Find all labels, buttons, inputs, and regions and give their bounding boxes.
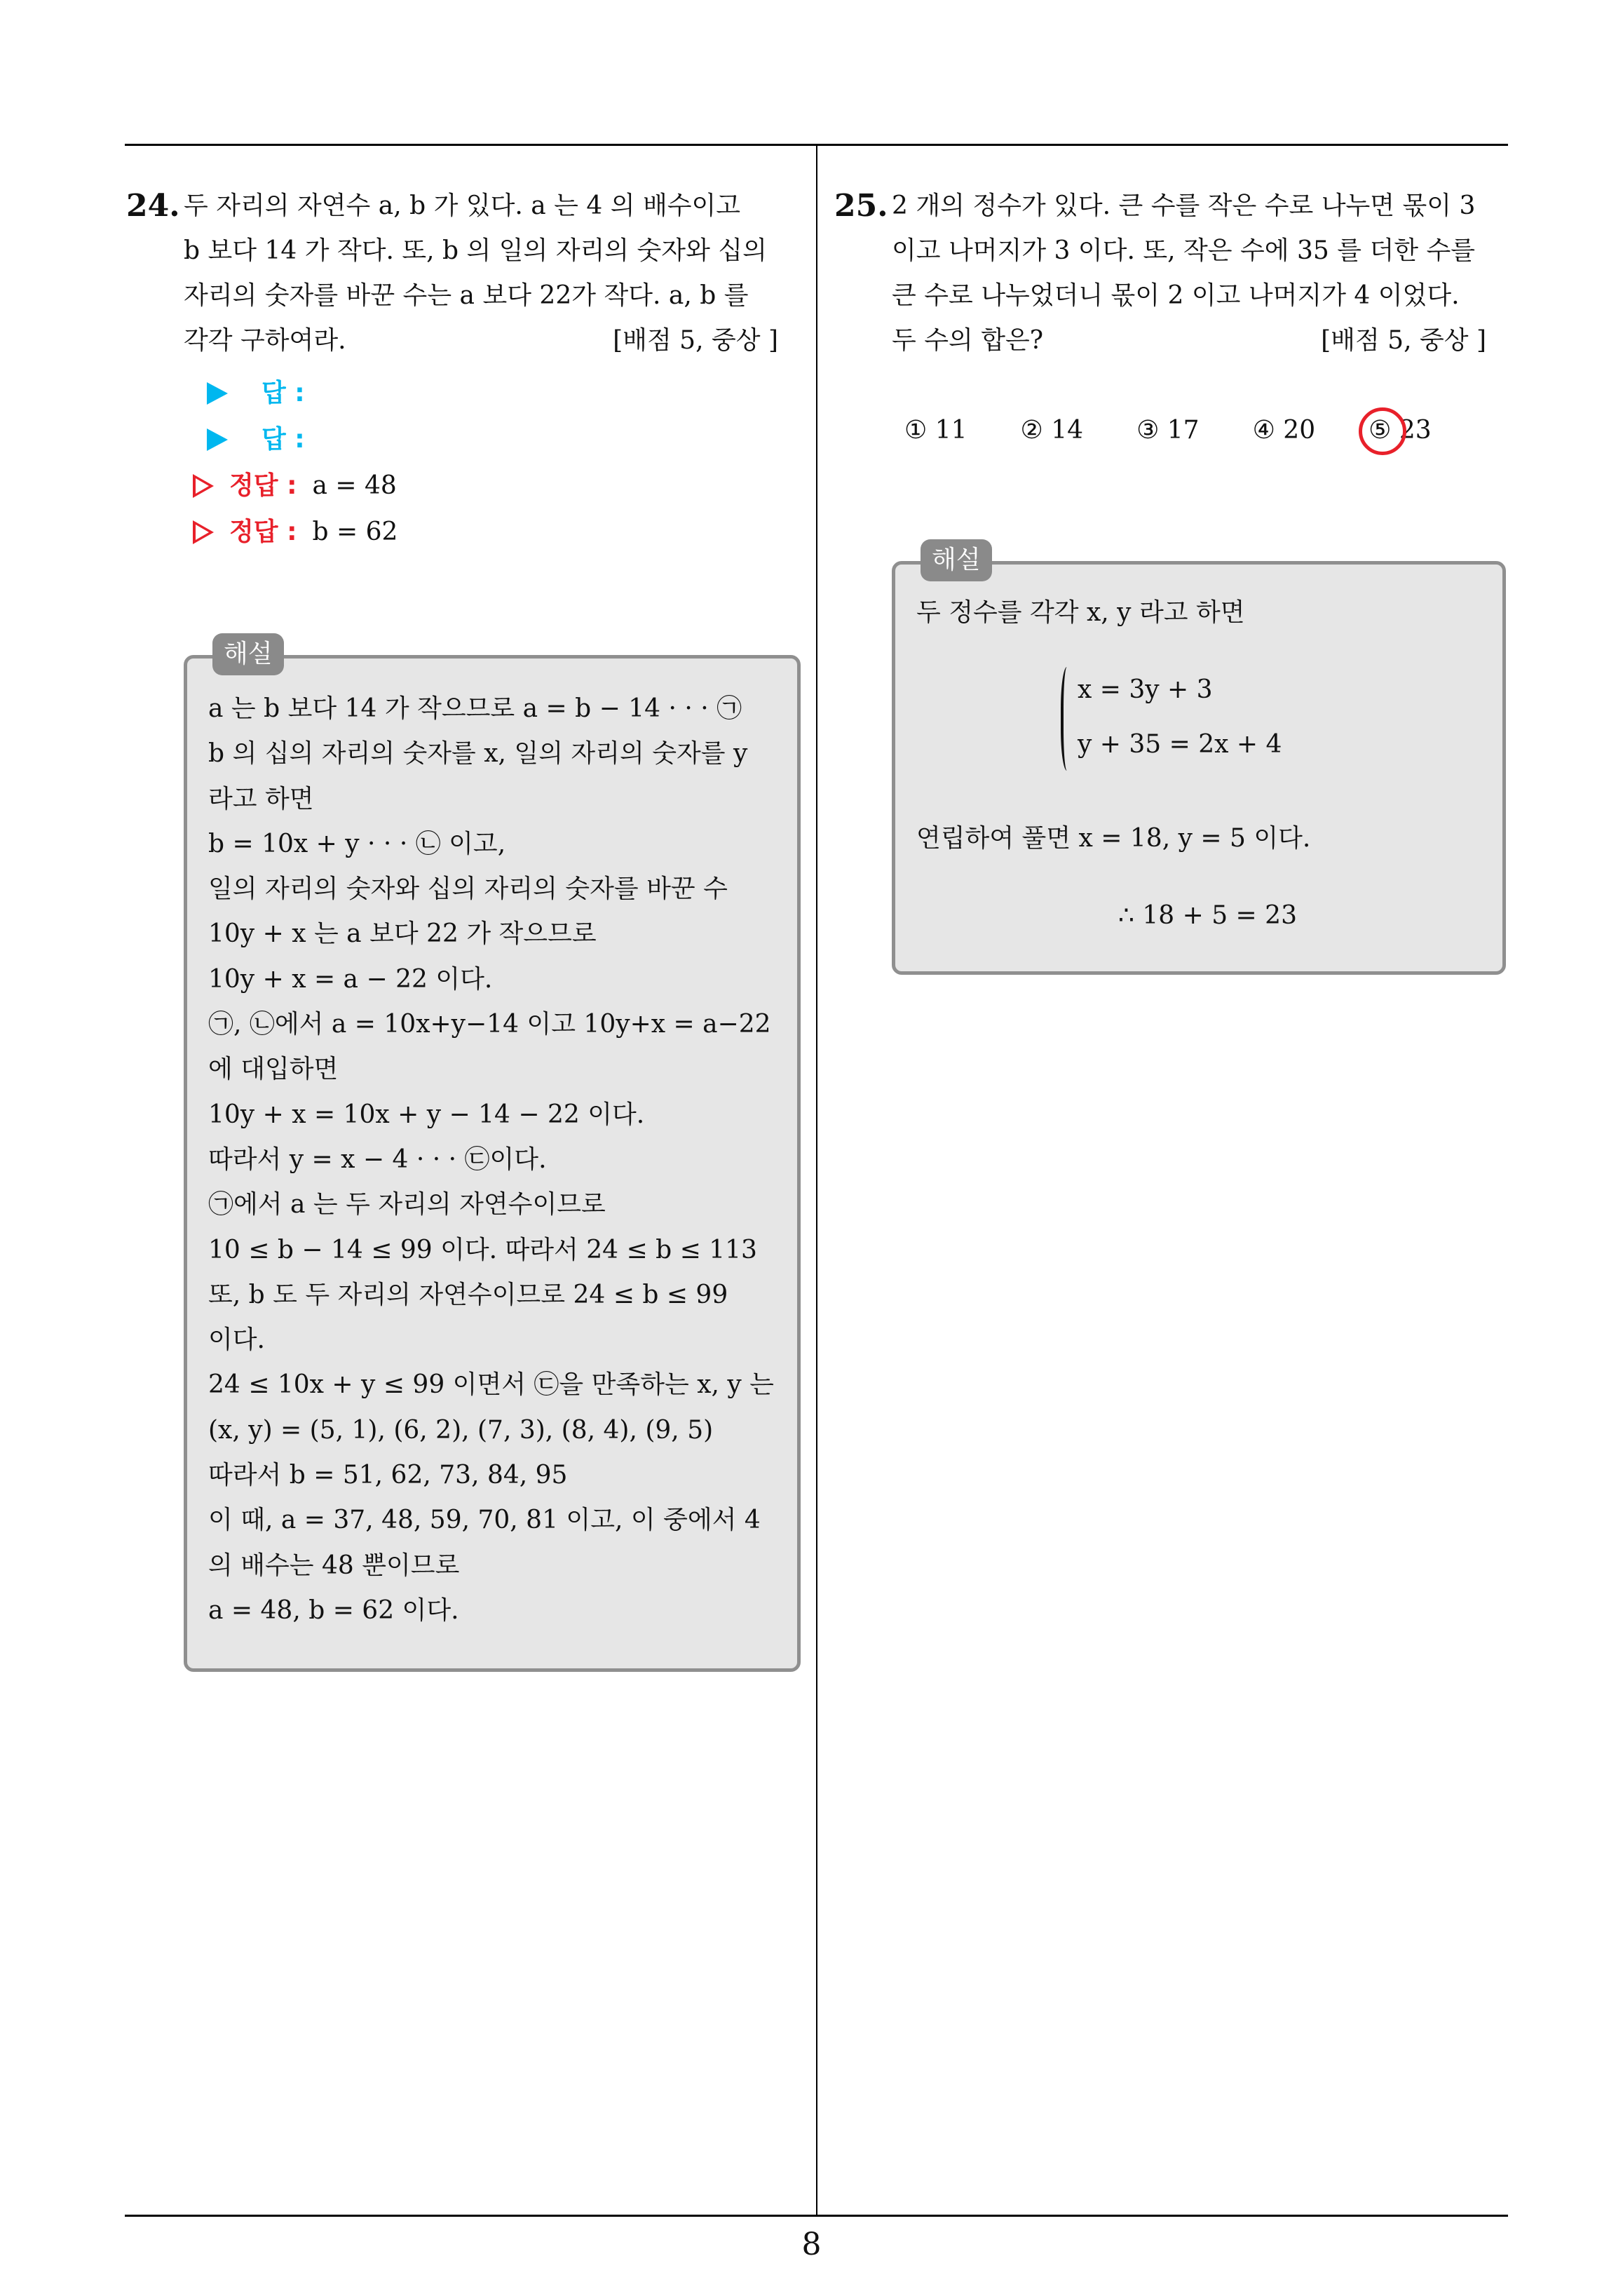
solution-line: 24 ≤ 10x + y ≤ 99 이면서 ㉢을 만족하는 x, y 는: [208, 1370, 774, 1400]
solution-final: ∴ 18 + 5 = 23: [1118, 901, 1297, 930]
question-line: 큰 수로 나누었더니 몫이 2 이고 나머지가 4 이었다.: [892, 281, 1460, 310]
solution-line: a 는 b 보다 14 가 작으므로 a = b − 14 · · · ㉠: [208, 694, 742, 723]
page-number: 8: [801, 2227, 822, 2262]
score-label: [배점 5, 중상 ]: [1321, 326, 1486, 355]
question-line: [892, 318, 1486, 363]
question-text: [184, 184, 778, 363]
question-text: [892, 184, 1486, 363]
correct-answer-value: a = 48: [312, 471, 397, 500]
outline-triangle-icon: [193, 520, 214, 544]
choice-list: [904, 416, 1485, 445]
solution-line: a = 48, b = 62 이다.: [208, 1595, 459, 1625]
play-icon: [207, 382, 228, 405]
solution-line: 이다.: [208, 1325, 265, 1355]
answer-list: [193, 370, 806, 555]
correct-answer-row: [193, 463, 806, 509]
choice-2[interactable]: ② 14: [1020, 416, 1084, 445]
solution-line: 10y + x = 10x + y − 14 − 22 이다.: [208, 1100, 645, 1129]
correct-answer-value: b = 62: [312, 518, 398, 546]
solution-intro: 두 정수를 각각 x, y 라고 하면: [916, 598, 1245, 627]
choice-5[interactable]: [1369, 416, 1432, 445]
question-25: [834, 184, 1514, 363]
solution-line: 의 배수는 48 뿐이므로: [208, 1551, 460, 1580]
question-line: 두 자리의 자연수 a, b 가 있다. a 는 4 의 배수이고: [184, 191, 741, 220]
question-last-line: 각각 구하여라.: [184, 326, 346, 355]
correct-label: 정답 :: [229, 518, 297, 546]
answer-label: 답 :: [262, 425, 305, 454]
score-label: [배점 5, 중상 ]: [613, 326, 778, 355]
solution-lines: [208, 687, 773, 1633]
left-brace-icon: [1061, 667, 1076, 771]
equation-1: x = 3y + 3: [1078, 675, 1213, 704]
choice-1[interactable]: ① 11: [904, 416, 967, 445]
question-number: 25.: [834, 188, 888, 224]
bottom-rule: [125, 2215, 1508, 2217]
question-line: b 보다 14 가 작다. 또, b 의 일의 자리의 숫자와 십의: [184, 236, 767, 265]
solution-tag: 해설: [921, 539, 992, 581]
choice-3[interactable]: ③ 17: [1136, 416, 1200, 445]
solution-line: 따라서 y = x − 4 · · · ㉢이다.: [208, 1144, 547, 1174]
equation-2: y + 35 = 2x + 4: [1078, 730, 1282, 759]
selected-circle-icon: [1359, 407, 1406, 455]
question-line: 이고 나머지가 3 이다. 또, 작은 수에 35 를 더한 수를: [892, 236, 1476, 265]
question-24: [126, 184, 806, 555]
answer-row: [193, 417, 806, 463]
solution-line: 10 ≤ b − 14 ≤ 99 이다. 따라서 24 ≤ b ≤ 113: [208, 1235, 757, 1264]
question-number: 24.: [126, 188, 180, 224]
solution-line: 10y + x 는 a 보다 22 가 작으므로: [208, 919, 597, 949]
solution-line: ㉠, ㉡에서 a = 10x+y−14 이고 10y+x = a−22: [208, 1010, 771, 1039]
solution-line: 라고 하면: [208, 784, 314, 813]
answer-label: 답 :: [262, 379, 305, 407]
question-line: 자리의 숫자를 바꾼 수는 a 보다 22가 작다. a, b 를: [184, 281, 749, 310]
question-last-line: 두 수의 합은?: [892, 326, 1044, 355]
solution-line: 에 대입하면: [208, 1055, 339, 1084]
solution-line: 일의 자리의 숫자와 십의 자리의 숫자를 바꾼 수: [208, 874, 728, 904]
solution-line: b 의 십의 자리의 숫자를 x, 일의 자리의 숫자를 y: [208, 739, 748, 769]
outline-triangle-icon: [193, 474, 214, 498]
solution-line: 따라서 b = 51, 62, 73, 84, 95: [208, 1461, 568, 1490]
play-icon: [207, 428, 228, 451]
solution-tag: 해설: [212, 633, 284, 675]
solution-line: (x, y) = (5, 1), (6, 2), (7, 3), (8, 4), (9, 5): [208, 1415, 714, 1445]
solution-line: 10y + x = a − 22 이다.: [208, 964, 493, 994]
correct-label: 정답 :: [229, 471, 297, 500]
solution-line: 또, b 도 두 자리의 자연수이므로 24 ≤ b ≤ 99: [208, 1280, 728, 1309]
equation-system: [1078, 663, 1282, 772]
question-line: [184, 318, 778, 363]
question-line: 2 개의 정수가 있다. 큰 수를 작은 수로 나누면 몫이 3: [892, 191, 1476, 220]
solution-result: 연립하여 풀면 x = 18, y = 5 이다.: [916, 824, 1311, 853]
solution-line: ㉠에서 a 는 두 자리의 자연수이므로: [208, 1190, 606, 1220]
solution-line: b = 10x + y · · · ㉡ 이고,: [208, 829, 506, 858]
column-divider: [816, 144, 817, 2216]
choice-4[interactable]: ④ 20: [1252, 416, 1316, 445]
correct-answer-row: [193, 509, 806, 555]
answer-row: [193, 370, 806, 417]
solution-box-25: [892, 546, 1506, 975]
solution-box-24: [184, 640, 801, 1672]
solution-line: 이 때, a = 37, 48, 59, 70, 81 이고, 이 중에서 4: [208, 1506, 761, 1535]
choice-5-label: ⑤ 23: [1369, 416, 1432, 445]
